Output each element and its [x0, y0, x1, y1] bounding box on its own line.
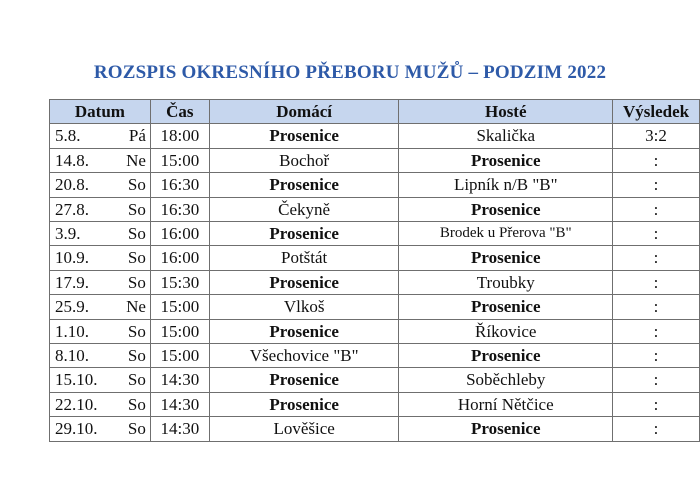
table-row	[50, 246, 700, 270]
match-date: 14.8.	[55, 150, 89, 170]
table-row	[50, 173, 700, 197]
match-day: So	[127, 321, 146, 341]
cell-home-team: Prosenice	[209, 392, 399, 416]
cell-home-team: Lověšice	[209, 417, 399, 441]
match-day: So	[127, 370, 146, 390]
match-day: Pá	[128, 126, 146, 146]
cell-guest-team: Soběchleby	[399, 368, 613, 392]
cell-home-team: Prosenice	[209, 270, 399, 294]
match-date: 5.8.	[55, 126, 81, 146]
table-row	[50, 148, 700, 172]
match-date: 8.10.	[55, 346, 89, 366]
header-hoste: Hosté	[399, 100, 613, 124]
match-date: 22.10.	[55, 394, 98, 414]
cell-time: 15:00	[150, 344, 209, 368]
cell-home-team: Prosenice	[209, 222, 399, 246]
cell-time: 16:30	[150, 197, 209, 221]
header-domaci: Domácí	[209, 100, 399, 124]
cell-guest-team: Prosenice	[399, 344, 613, 368]
cell-result: :	[613, 148, 700, 172]
cell-guest-team: Prosenice	[399, 246, 613, 270]
cell-home-team: Prosenice	[209, 124, 399, 148]
table-row	[50, 222, 700, 246]
table-header-row	[50, 100, 700, 124]
match-day: So	[127, 224, 146, 244]
cell-guest-team: Lipník n/B "B"	[399, 173, 613, 197]
cell-time: 15:00	[150, 319, 209, 343]
table-row	[50, 368, 700, 392]
cell-guest-team: Říkovice	[399, 319, 613, 343]
match-date: 1.10.	[55, 321, 89, 341]
cell-home-team: Vlkoš	[209, 295, 399, 319]
cell-date	[50, 197, 151, 221]
cell-home-team: Prosenice	[209, 368, 399, 392]
match-date: 17.9.	[55, 272, 89, 292]
cell-home-team: Čekyně	[209, 197, 399, 221]
cell-guest-team: Prosenice	[399, 148, 613, 172]
cell-time: 14:30	[150, 417, 209, 441]
table-row	[50, 270, 700, 294]
cell-result: :	[613, 368, 700, 392]
cell-date	[50, 222, 151, 246]
match-day: So	[127, 272, 146, 292]
cell-time: 14:30	[150, 368, 209, 392]
cell-date	[50, 417, 151, 441]
cell-time: 16:30	[150, 173, 209, 197]
table-row	[50, 319, 700, 343]
header-vysledek: Výsledek	[613, 100, 700, 124]
cell-time: 15:00	[150, 148, 209, 172]
cell-date	[50, 295, 151, 319]
cell-time: 15:30	[150, 270, 209, 294]
cell-result: :	[613, 246, 700, 270]
cell-home-team: Potštát	[209, 246, 399, 270]
match-date: 29.10.	[55, 419, 98, 439]
cell-home-team: Bochoř	[209, 148, 399, 172]
cell-time: 16:00	[150, 222, 209, 246]
match-day: So	[127, 175, 146, 195]
match-date: 27.8.	[55, 199, 89, 219]
cell-guest-team: Horní Nětčice	[399, 392, 613, 416]
table-row	[50, 295, 700, 319]
table-row	[50, 344, 700, 368]
match-day: Ne	[126, 297, 146, 317]
table-row	[50, 417, 700, 441]
match-date: 15.10.	[55, 370, 98, 390]
cell-date	[50, 124, 151, 148]
table-row	[50, 124, 700, 148]
match-day: So	[127, 346, 146, 366]
cell-home-team: Prosenice	[209, 173, 399, 197]
match-date: 3.9.	[55, 224, 81, 244]
cell-date	[50, 392, 151, 416]
header-cas: Čas	[150, 100, 209, 124]
cell-date	[50, 270, 151, 294]
cell-time: 14:30	[150, 392, 209, 416]
cell-home-team: Prosenice	[209, 319, 399, 343]
cell-result: :	[613, 392, 700, 416]
cell-date	[50, 148, 151, 172]
cell-time: 16:00	[150, 246, 209, 270]
cell-date	[50, 319, 151, 343]
cell-date	[50, 173, 151, 197]
match-day: So	[127, 248, 146, 268]
schedule-table	[49, 99, 700, 442]
cell-date	[50, 368, 151, 392]
cell-guest-team: Brodek u Přerova "B"	[399, 222, 613, 246]
match-date: 20.8.	[55, 175, 89, 195]
table-row	[50, 197, 700, 221]
cell-date	[50, 246, 151, 270]
cell-home-team: Všechovice "B"	[209, 344, 399, 368]
match-date: 25.9.	[55, 297, 89, 317]
cell-result: :	[613, 417, 700, 441]
cell-guest-team: Prosenice	[399, 417, 613, 441]
header-datum: Datum	[50, 100, 151, 124]
cell-result: :	[613, 173, 700, 197]
table-row	[50, 392, 700, 416]
cell-result: 3:2	[613, 124, 700, 148]
cell-guest-team: Prosenice	[399, 295, 613, 319]
cell-result: :	[613, 197, 700, 221]
cell-result: :	[613, 344, 700, 368]
match-date: 10.9.	[55, 248, 89, 268]
cell-guest-team: Skalička	[399, 124, 613, 148]
page-title: ROZSPIS OKRESNÍHO PŘEBORU MUŽŮ – PODZIM 2022	[93, 62, 607, 83]
cell-result: :	[613, 222, 700, 246]
cell-result: :	[613, 319, 700, 343]
match-day: So	[127, 394, 146, 414]
cell-guest-team: Prosenice	[399, 197, 613, 221]
match-day: Ne	[126, 150, 146, 170]
match-day: So	[127, 199, 146, 219]
cell-result: :	[613, 270, 700, 294]
cell-date	[50, 344, 151, 368]
cell-time: 15:00	[150, 295, 209, 319]
cell-time: 18:00	[150, 124, 209, 148]
cell-result: :	[613, 295, 700, 319]
cell-guest-team: Troubky	[399, 270, 613, 294]
match-day: So	[127, 419, 146, 439]
